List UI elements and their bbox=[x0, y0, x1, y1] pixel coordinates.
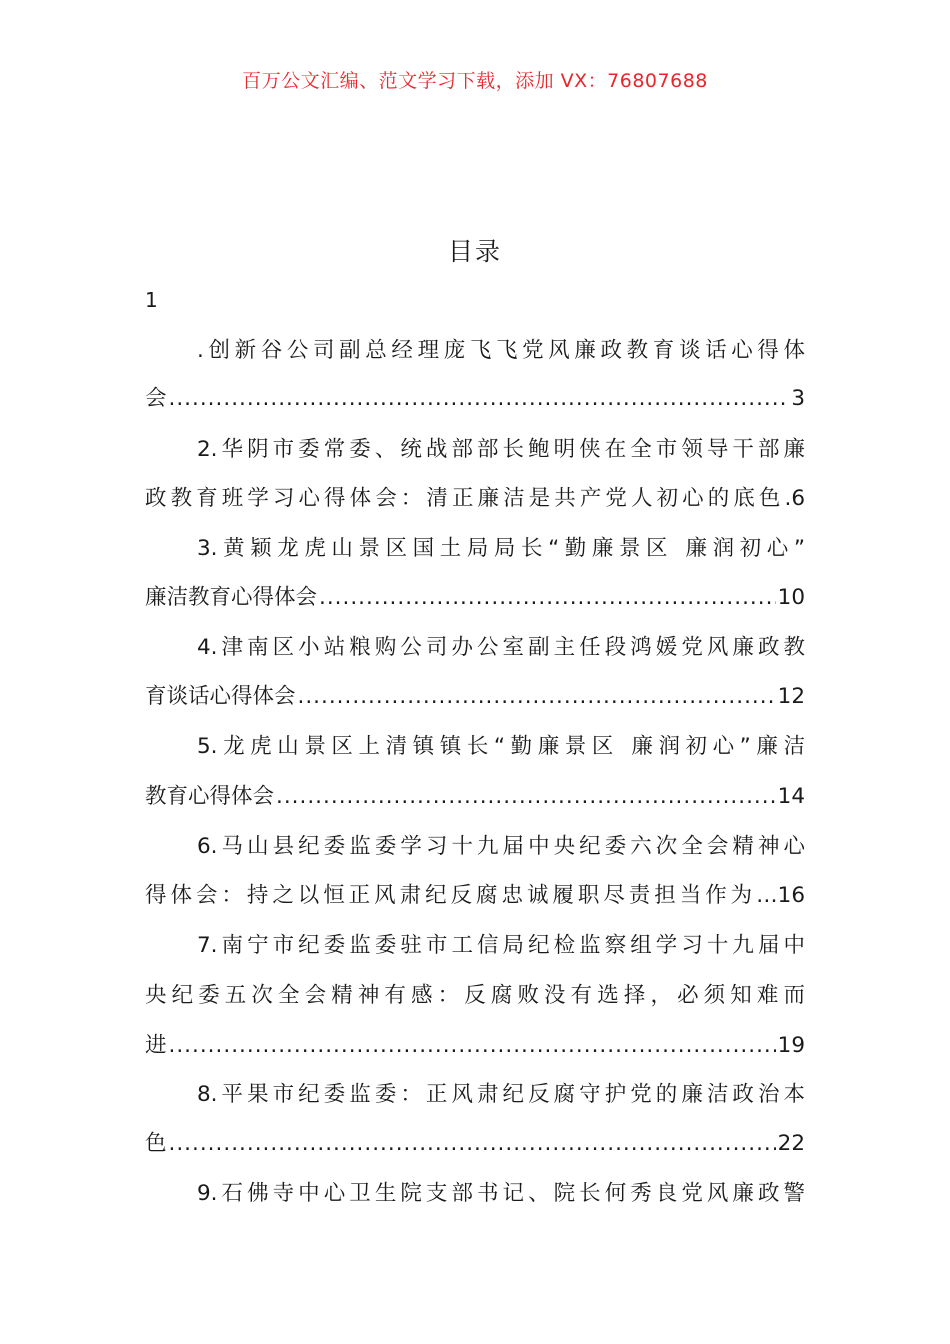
toc-entry-1-line-2[interactable] bbox=[145, 381, 805, 417]
toc-entry-4-line-1[interactable] bbox=[145, 630, 805, 666]
toc-entry-1-line-1[interactable] bbox=[145, 333, 805, 369]
toc-text: 8.平果市纪委监委：正风肃纪反腐守护党的廉洁政治本 bbox=[197, 1082, 805, 1107]
toc-entry-6-line-2[interactable] bbox=[145, 878, 805, 914]
toc-lead-number: 1 bbox=[145, 288, 158, 312]
toc-text: 政教育班学习心得体会：清正廉洁是共产党人初心的底色. bbox=[145, 486, 792, 511]
dot-leader bbox=[169, 381, 790, 417]
toc-text: 教育心得体会 bbox=[145, 784, 275, 809]
toc-entry-2-line-2[interactable] bbox=[145, 481, 805, 517]
toc-page-number: 10 bbox=[777, 585, 805, 610]
toc-entry-5-line-1[interactable] bbox=[145, 729, 805, 765]
toc-page-number: 6 bbox=[791, 486, 805, 511]
toc-entry-3-line-1[interactable] bbox=[145, 531, 805, 567]
dot-leader bbox=[319, 580, 776, 616]
toc-text: 7.南宁市纪委监委驻市工信局纪检监察组学习十九届中 bbox=[197, 933, 805, 958]
toc-entry-6-line-1[interactable] bbox=[145, 829, 805, 865]
toc-text: 9.石佛寺中心卫生院支部书记、院长何秀良党风廉政警 bbox=[197, 1181, 805, 1206]
page-title: 目录 bbox=[447, 237, 502, 266]
toc-text: .创新谷公司副总经理庞飞飞党风廉政教育谈话心得体 bbox=[197, 338, 805, 363]
toc-entry-4-line-2[interactable] bbox=[145, 679, 805, 715]
toc-page-number: 16 bbox=[777, 883, 805, 908]
dot-leader bbox=[169, 1028, 776, 1064]
toc-entry-7-line-2[interactable] bbox=[145, 978, 805, 1014]
toc-text: 央纪委五次全会精神有感：反腐败没有选择，必须知难而 bbox=[145, 983, 805, 1008]
toc-page-number: 14 bbox=[777, 784, 805, 809]
toc-entry-3-line-2[interactable] bbox=[145, 580, 805, 616]
toc-entry-8-line-1[interactable] bbox=[145, 1077, 805, 1113]
header-banner: 百万公文汇编、范文学习下载，添加 VX：76807688 bbox=[242, 70, 708, 92]
toc-entry-5-line-2[interactable] bbox=[145, 779, 805, 815]
toc-text: 进 bbox=[145, 1033, 167, 1058]
toc-page-number: 22 bbox=[777, 1131, 805, 1156]
dot-leader bbox=[298, 679, 776, 715]
toc-entry-8-line-2[interactable] bbox=[145, 1126, 805, 1162]
toc-text: 6.马山县纪委监委学习十九届中央纪委六次全会精神心 bbox=[197, 834, 805, 859]
toc-text: 廉洁教育心得体会 bbox=[145, 585, 318, 610]
toc-text: 2.华阴市委常委、统战部部长鲍明侠在全市领导干部廉 bbox=[197, 437, 805, 462]
toc-page-number: 3 bbox=[791, 386, 805, 411]
toc-text: 4.津南区小站粮购公司办公室副主任段鸿媛党风廉政教 bbox=[197, 635, 805, 660]
dot-leader bbox=[276, 779, 776, 815]
toc-text: 5.龙虎山景区上清镇镇长“勤廉景区 廉润初心”廉洁 bbox=[197, 734, 805, 759]
dot-leader bbox=[169, 1126, 776, 1162]
toc-entry-7-line-3[interactable] bbox=[145, 1028, 805, 1064]
toc-text: 得体会：持之以恒正风肃纪反腐忠诚履职尽责担当作为… bbox=[145, 883, 778, 908]
toc-page-number: 12 bbox=[777, 684, 805, 709]
toc-entry-9-line-1[interactable] bbox=[145, 1176, 805, 1212]
toc-entry-2-line-1[interactable] bbox=[145, 432, 805, 468]
toc-text: 色 bbox=[145, 1131, 167, 1156]
toc-text: 育谈话心得体会 bbox=[145, 684, 296, 709]
toc-page-number: 19 bbox=[777, 1033, 805, 1058]
toc-text: 会 bbox=[145, 386, 167, 411]
toc-text: 3.黄颖龙虎山景区国土局局长“勤廉景区 廉润初心” bbox=[197, 536, 805, 561]
toc-entry-7-line-1[interactable] bbox=[145, 928, 805, 964]
